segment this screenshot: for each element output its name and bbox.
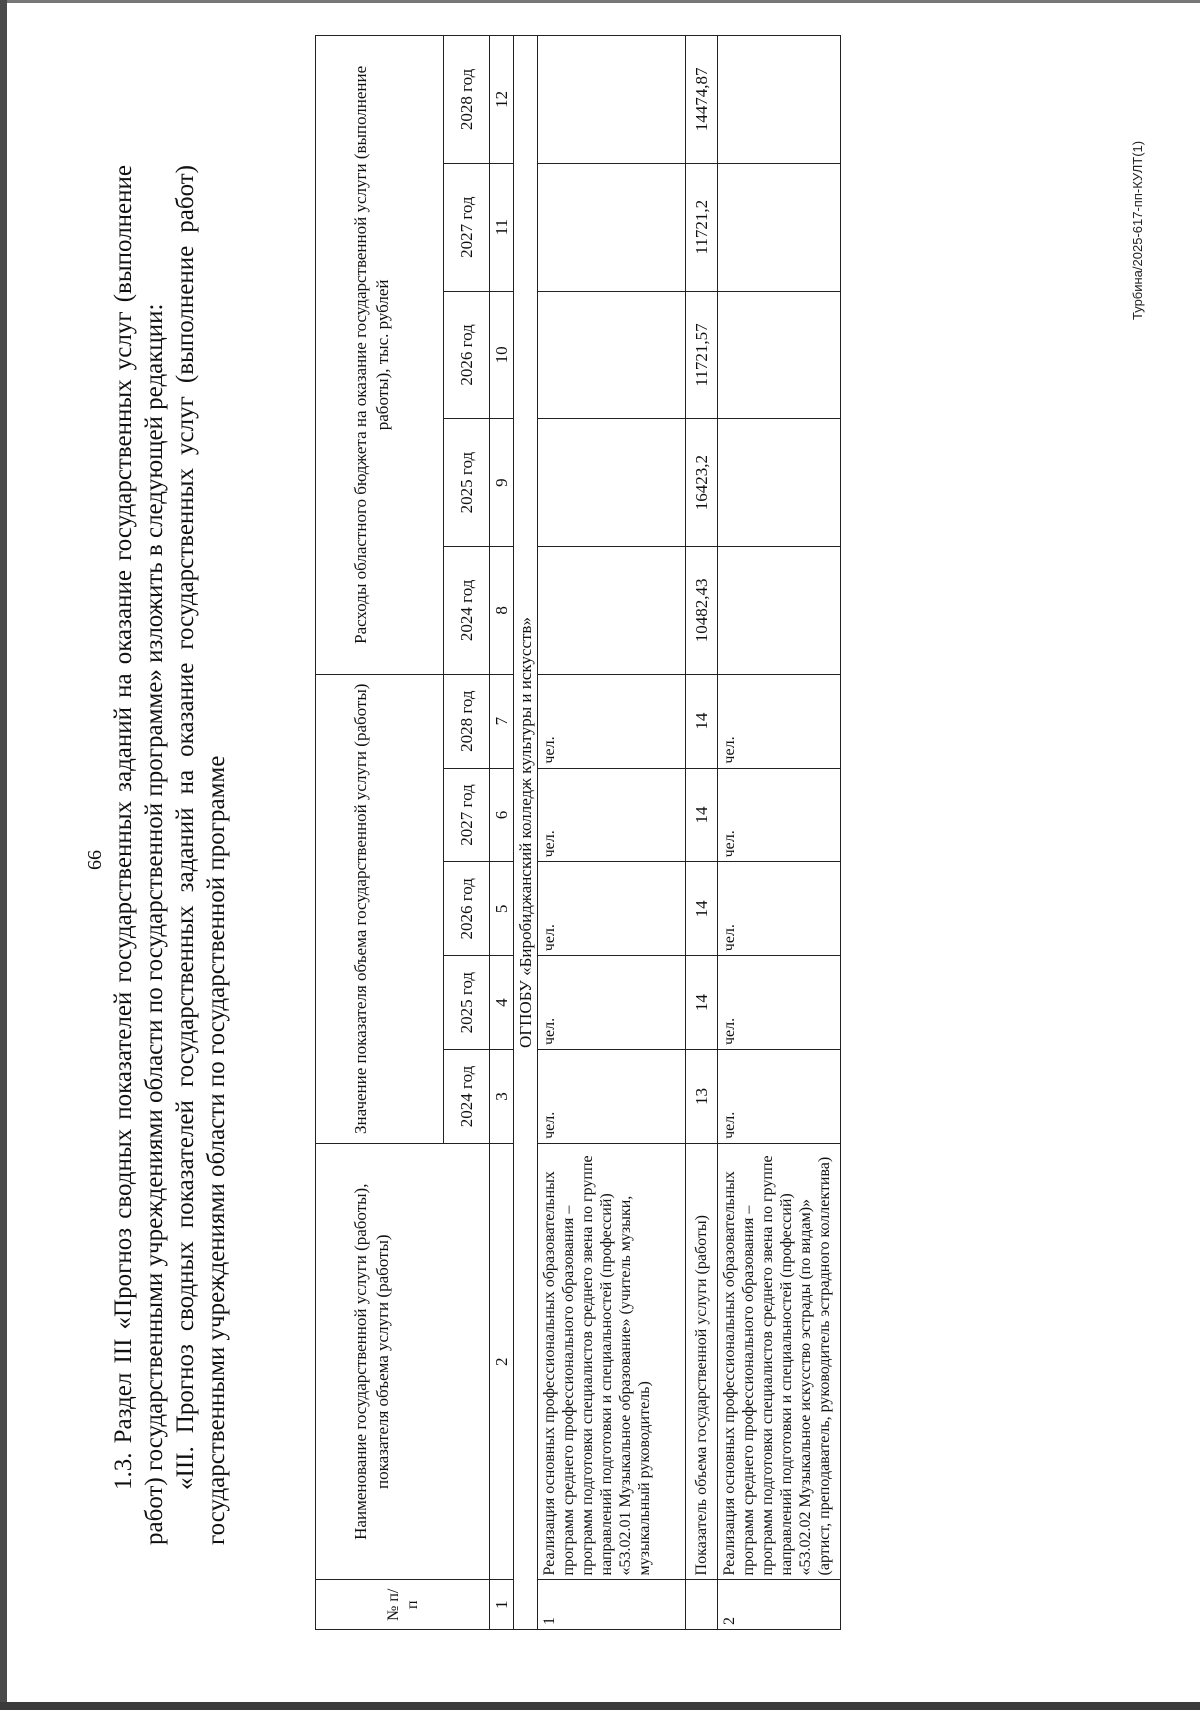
volume-value: 14 <box>686 768 718 862</box>
header-expense-group: Расходы областного бюджета на оказание государственной услуги (выполнение работы), тыс. рублей <box>316 36 444 675</box>
volume-value: 13 <box>686 1050 718 1144</box>
expense-cell <box>718 36 841 164</box>
column-number: 4 <box>490 956 514 1050</box>
expense-value: 11721,2 <box>686 163 718 291</box>
header-service-name: Наименование государственной услуги (работы), показателя объема услуги (работы) <box>316 1143 490 1580</box>
volume-value: 14 <box>686 674 718 768</box>
column-number: 2 <box>490 1143 514 1580</box>
row-num: 2 <box>718 1580 841 1630</box>
column-number: 11 <box>490 163 514 291</box>
volume-unit: чел. <box>538 1050 686 1144</box>
header-expense-year: 2024 год <box>444 546 490 674</box>
expense-cell <box>538 546 686 674</box>
volume-unit: чел. <box>538 862 686 956</box>
column-number: 12 <box>490 36 514 164</box>
column-number: 7 <box>490 674 514 768</box>
forecast-table <box>315 35 841 1630</box>
organization-row: ОГПОБУ «Биробиджанский колледж культуры и искусств» <box>514 36 538 1630</box>
column-number: 5 <box>490 862 514 956</box>
page-number: 66 <box>84 850 106 870</box>
column-number: 10 <box>490 291 514 419</box>
volume-unit: чел. <box>538 768 686 862</box>
column-number: 9 <box>490 419 514 547</box>
row-num: 1 <box>538 1580 686 1630</box>
volume-unit: чел. <box>718 862 841 956</box>
header-expense-year: 2025 год <box>444 419 490 547</box>
volume-unit: чел. <box>718 674 841 768</box>
expense-value: 14474,87 <box>686 36 718 164</box>
header-expense-year: 2028 год <box>444 36 490 164</box>
column-number: 3 <box>490 1050 514 1144</box>
header-volume-year: 2026 год <box>444 862 490 956</box>
header-num: № п/п <box>316 1580 490 1630</box>
column-number: 6 <box>490 768 514 862</box>
volume-unit: чел. <box>538 956 686 1050</box>
service-name: Реализация основных профессиональных образовательных программ среднего профессионального образования – программ подготовки специалистов среднего звена по группе направлений подготовки и специальностей (профессий) «53.02.02 Музыкальное искусство эстрады (по видам)» (артист, преподаватель, руководитель эстрадного коллектива) <box>718 1143 841 1580</box>
expense-cell <box>538 419 686 547</box>
service-name: Реализация основных профессиональных образовательных программ среднего профессионального образования – программ подготовки специалистов среднего звена по группе направлений подготовки и специальностей (профессий) «53.02.01 Музыкальное образование» (учитель музыки, музыкальный руководитель) <box>538 1143 686 1580</box>
expense-value: 10482,43 <box>686 546 718 674</box>
volume-value: 14 <box>686 862 718 956</box>
document-footer-code: Турбина/2025-617-пп-КУЛТ(1) <box>1130 140 1145 320</box>
volume-unit: чел. <box>538 674 686 768</box>
expense-value: 16423,2 <box>686 419 718 547</box>
column-number: 1 <box>490 1580 514 1630</box>
header-volume-group: Значение показателя объема государственной услуги (работы) <box>316 674 444 1143</box>
header-volume-year: 2027 год <box>444 768 490 862</box>
volume-unit: чел. <box>718 768 841 862</box>
row-num <box>686 1580 718 1630</box>
section-heading <box>108 165 232 1545</box>
header-expense-year: 2026 год <box>444 291 490 419</box>
header-volume-year: 2028 год <box>444 674 490 768</box>
heading-paragraph-2: «III. Прогноз сводных показателей государственных заданий на оказание государственных услуг (выполнение работ) государственными учреждениями области по государственной программе <box>172 165 230 1545</box>
heading-paragraph-1: 1.3. Раздел III «Прогноз сводных показателей государственных заданий на оказание государственных услуг (выполнение работ) государственными учреждениями области по государственной программе» изложить в следующей редакции: <box>110 165 168 1545</box>
expense-cell <box>538 36 686 164</box>
expense-cell <box>538 163 686 291</box>
header-expense-year: 2027 год <box>444 163 490 291</box>
header-volume-year: 2025 год <box>444 956 490 1050</box>
expense-value: 11721,57 <box>686 291 718 419</box>
indicator-name: Показатель объема государственной услуги (работы) <box>686 1143 718 1580</box>
volume-unit: чел. <box>718 1050 841 1144</box>
expense-cell <box>718 419 841 547</box>
expense-cell <box>718 291 841 419</box>
column-number: 8 <box>490 546 514 674</box>
volume-unit: чел. <box>718 956 841 1050</box>
expense-cell <box>538 291 686 419</box>
expense-cell <box>718 163 841 291</box>
header-volume-year: 2024 год <box>444 1050 490 1144</box>
expense-cell <box>718 546 841 674</box>
volume-value: 14 <box>686 956 718 1050</box>
